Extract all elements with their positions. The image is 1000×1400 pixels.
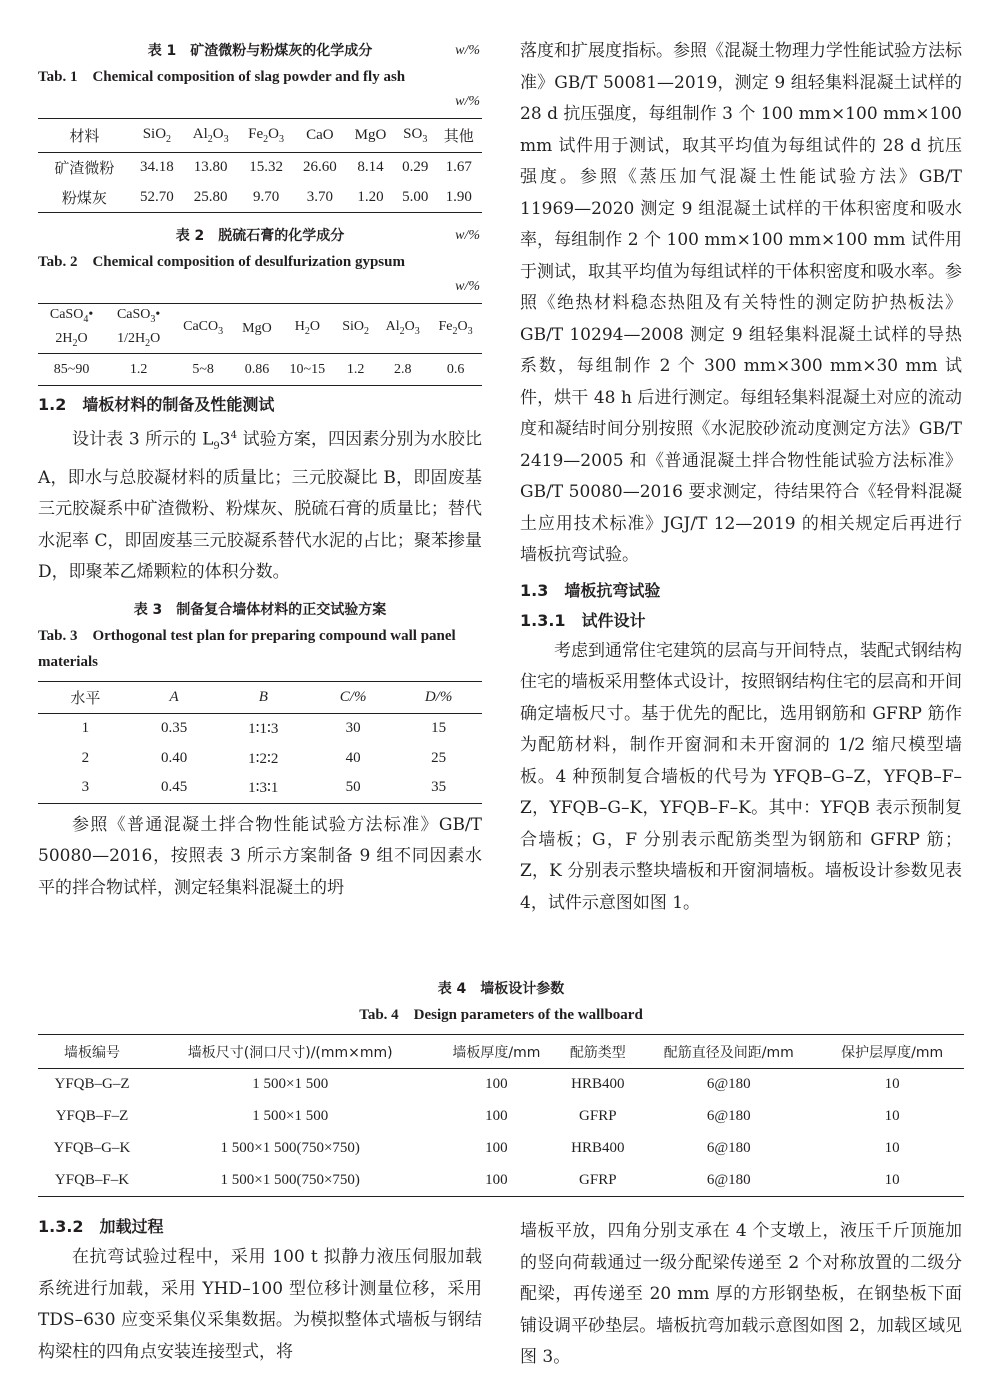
table-cell: 1.2	[346, 361, 365, 377]
table-cell: 6@180	[706, 1076, 751, 1093]
table-row	[38, 354, 482, 386]
table-cell: 8.14	[357, 159, 384, 176]
table-cell: 1.90	[445, 188, 472, 205]
table-cell: 1 500×1 500	[252, 1076, 329, 1093]
table-cell: 1.67	[445, 159, 472, 176]
table-cell: 1	[81, 719, 90, 736]
table3-header: C/%	[311, 681, 395, 713]
table2-header: CaSO$_4$• $2H_2O$	[38, 304, 105, 354]
table-cell: 5.00	[402, 188, 429, 205]
section-heading-1-2: 1.2 墙板材料的制备及性能测试	[38, 395, 275, 414]
paragraph-subscript: 9	[213, 441, 220, 453]
table4-header: 墙板厚度/mm	[434, 1035, 558, 1069]
table-cell: 35	[431, 779, 447, 796]
table-cell: 6@180	[706, 1140, 751, 1156]
table1	[38, 118, 482, 213]
table-cell: 40	[345, 749, 361, 766]
table-cell: 1.20	[357, 188, 384, 205]
table-cell: 2	[81, 749, 90, 766]
table-cell: 2.8	[393, 361, 412, 377]
table-cell: 3.70	[306, 188, 334, 205]
table-cell: 矿渣微粉	[54, 159, 115, 178]
table-cell: 26.60	[303, 159, 337, 176]
table3	[38, 681, 482, 804]
table1-header: 其他	[436, 119, 482, 153]
table-cell: 0.45	[160, 779, 188, 796]
table4	[38, 1034, 964, 1197]
table4-header: 墙板编号	[38, 1035, 146, 1069]
table3-caption-en: Tab. 3 Orthogonal test plan for preparing compound wall panel materials	[38, 627, 456, 670]
table3-header: B	[215, 681, 311, 713]
table-cell: 3	[81, 779, 90, 796]
table-cell: 1 500×1 500(750×750)	[220, 1171, 360, 1188]
table1-header: $Al_2O_3$	[183, 119, 238, 153]
table-cell: 10~15	[289, 361, 326, 377]
table-cell: 100	[485, 1171, 508, 1188]
table2-header: $Al_2O_3$	[376, 304, 429, 354]
table2-header: $H_2O$	[280, 304, 335, 354]
table2-caption-cn-text: 表 2 脱硫石膏的化学成分	[175, 228, 345, 244]
table-cell: 10	[884, 1108, 900, 1124]
table-cell: YFQB–G–Z	[54, 1076, 130, 1093]
table1-unit: w/%	[455, 94, 480, 109]
table-row	[38, 713, 482, 743]
table-cell: 13.80	[193, 159, 228, 176]
left-column	[38, 38, 482, 904]
table2-header: SiO$_2$	[335, 304, 376, 354]
table-row	[38, 1133, 964, 1165]
table2-header: CaSO$_3$• $1/2H_2O$	[105, 304, 172, 354]
table-cell: 0.29	[402, 159, 429, 176]
table-cell: 50	[345, 779, 361, 796]
table-cell: 15	[431, 719, 447, 736]
table-cell: YFQB–F–K	[54, 1171, 130, 1188]
section-1-3-2-right-paragraph: 墙板平放，四角分别支承在 4 个支墩上，液压千斤顶施加的竖向荷载通过一级分配梁传递至 2 个对称放置的二级分配梁，再传递至 20 mm 厚的方形钢垫板，在钢垫板下面铺设调平砂垫层。墙板抗弯加载示意图如图 2，加载区域见图 3。	[520, 1221, 962, 1367]
table-cell: 25	[431, 749, 447, 766]
table4-header: 配筋直径及间距/mm	[637, 1035, 820, 1069]
left-bottom-paragraph: 参照《普通混凝土拌合物性能试验方法标准》GB/T 50080—2016，按照表 3 所示方案制备 9 组不同因素水平的拌合物试样，测定轻集料混凝土的坍	[38, 814, 482, 898]
table3-header: D/%	[395, 681, 482, 713]
table1-header: $Fe_2O_3$	[238, 119, 293, 153]
section-heading-1-3-1: 1.3.1 试件设计	[520, 610, 646, 630]
table-cell: 1 500×1 500(750×750)	[220, 1140, 360, 1156]
table-cell: 9.70	[252, 188, 280, 205]
table-cell: 0.86	[244, 361, 270, 377]
table-cell: 0.6	[446, 361, 465, 377]
right-top-paragraph: 落度和扩展度指标。参照《混凝土物理力学性能试验方法标准》GB/T 50081—2019，测定 9 组轻集料混凝土试样的 28 d 抗压强度，每组制作 3 个 100 mm×100 mm×100 mm 试件用于测试，取其平均值为每组试件的 28 d 抗压强度。参照《蒸压加气混凝土性能试验方法》GB/T 11969—2020 测定 9 组混凝土试样的干体积密度和吸水率，每组制作 2 个 100 mm×100 mm×100 mm 试件用于测试，取其平均值为每组试样的干体积密度和吸水率。参照《绝热材料稳态热阻及有关特性的测定防护热板法》GB/T 10294—2008 测定 9 组轻集料混凝土试样的导热系数，每组制作 2 个 300 mm×300 mm×30 mm 试件，烘干 48 h 后进行测定。每组轻集料混凝土对应的流动度和凝结时间分别按照《水泥胶砂流动度测定方法》GB/T 2419—2005 和《普通混凝土拌合物性能试验方法标准》GB/T 50080—2016 要求测定，待结果符合《轻骨料混凝土应用技术标准》JGJ/T 12—2019 的相关规定后再进行墙板抗弯试验。	[520, 41, 962, 565]
table-cell: 6@180	[706, 1171, 751, 1188]
paragraph-text: 试验方案，四因素分别为水胶比 A，即水与总胶凝材料的质量比；三元胶凝比 B，即固废基三元胶凝系中矿渣微粉、粉煤灰、脱硫石膏的质量比；替代水泥率 C，即固废基三元胶凝系替代水泥的占比；聚苯掺量 D，即聚苯乙烯颗粒的体积分数。	[38, 429, 482, 583]
section-1-3-2-left-paragraph: 在抗弯试验过程中，采用 100 t 拟静力液压伺服加载系统进行加载，采用 YHD–100 型位移计测量位移，采用 TDS–630 应变采集仪采集数据。为模拟整体式墙板与钢结构梁柱的四角点安装连接型式，将	[38, 1247, 482, 1362]
table-cell: HRB400	[571, 1076, 625, 1093]
table-row	[38, 1101, 964, 1133]
table-cell: 10	[884, 1140, 900, 1156]
section-1-3-1-paragraph: 考虑到通常住宅建筑的层高与开间特点，装配式钢结构住宅的墙板采用整体式设计，按照钢结构住宅的层高和开间确定墙板尺寸。基于优先的配比，选用钢筋和 GFRP 筋作为配筋材料，制作开窗洞和未开窗洞的 1/2 缩尺模型墙板。4 种预制复合墙板的代号为 YFQB–G–Z，YFQB–F–Z，YFQB–G–K，YFQB–F–K。其中：YFQB 表示预制复合墙板；G，F 分别表示配筋类型为钢筋和 GFRP 筋；Z，K 分别表示整块墙板和开窗洞墙板。墙板设计参数见表 4，试件示意图如图 1。	[520, 640, 962, 913]
table1-header: CaO	[294, 119, 346, 153]
table4-caption-en: Tab. 4 Design parameters of the wallboard	[359, 1007, 643, 1023]
table4-block	[38, 976, 964, 1197]
table1-caption-cn	[38, 38, 482, 64]
table-cell: 100	[485, 1076, 508, 1093]
section-heading-1-3-2: 1.3.2 加载过程	[38, 1217, 164, 1236]
table-cell: 52.70	[140, 188, 174, 205]
table-cell: 粉煤灰	[61, 188, 107, 207]
section-1-2-paragraph	[38, 420, 482, 589]
table2-unit-top: w/%	[455, 228, 480, 243]
table-cell: GFRP	[579, 1108, 617, 1124]
table1-header: SiO$_2$	[131, 119, 183, 153]
table2	[38, 303, 482, 386]
table-row	[38, 743, 482, 773]
table2-caption-en: Tab. 2 Chemical composition of desulfurization gypsum	[38, 254, 405, 270]
table2-header: $Fe_2O_3$	[429, 304, 482, 354]
table2-header: CaCO$_3$	[172, 304, 234, 354]
table-cell: 6@180	[706, 1108, 751, 1124]
table4-caption-cn: 表 4 墙板设计参数	[437, 981, 565, 997]
table-row	[38, 183, 482, 213]
table4-header: 墙板尺寸(洞口尺寸)/(mm×mm)	[146, 1035, 434, 1069]
table1-header: MgO	[346, 119, 395, 153]
table-cell: 1∶3∶1	[248, 780, 279, 797]
bottom-left-column	[38, 1212, 482, 1368]
section-heading-1-3: 1.3 墙板抗弯试验	[520, 580, 661, 600]
paragraph-text: 3	[219, 429, 231, 450]
table2-header: MgO	[234, 304, 280, 354]
table-cell: 0.35	[160, 719, 188, 736]
table-row	[38, 1069, 964, 1101]
table-row	[38, 153, 482, 183]
table-cell: 15.32	[249, 159, 283, 176]
table-cell: GFRP	[579, 1171, 617, 1188]
table-cell: 0.40	[160, 749, 188, 766]
table-cell: 25.80	[193, 188, 228, 205]
table-cell: 100	[485, 1140, 508, 1156]
table-cell: HRB400	[571, 1140, 625, 1156]
table-cell: 1∶2∶2	[248, 750, 279, 767]
table1-header: $SO_3$	[395, 119, 436, 153]
paragraph-superscript: 4	[230, 430, 237, 441]
table-cell: 34.18	[140, 159, 174, 176]
table4-header: 保护层厚度/mm	[820, 1035, 964, 1069]
table-row	[38, 1165, 964, 1197]
table4-header: 配筋类型	[558, 1035, 637, 1069]
table-cell: 1∶1∶3	[248, 720, 279, 737]
table-cell: 85~90	[53, 361, 90, 377]
table-cell: 30	[345, 719, 361, 736]
table-cell: 100	[485, 1108, 508, 1124]
table3-header: A	[133, 681, 216, 713]
table-row	[38, 773, 482, 803]
table1-caption-en: Tab. 1 Chemical composition of slag powder and fly ash	[38, 69, 406, 85]
table-cell: YFQB–F–Z	[55, 1108, 129, 1124]
table2-caption-cn	[38, 223, 482, 249]
table3-header: 水平	[38, 681, 133, 713]
table1-header: 材料	[38, 119, 131, 153]
table-cell: 10	[884, 1076, 900, 1093]
table1-caption-cn-text: 表 1 矿渣微粉与粉煤灰的化学成分	[147, 43, 373, 59]
table-cell: 5~8	[192, 361, 214, 377]
table2-unit: w/%	[455, 279, 480, 294]
table3-caption-cn: 表 3 制备复合墙体材料的正交试验方案	[133, 601, 387, 618]
right-column	[520, 36, 962, 919]
paragraph-text: 设计表 3 所示的 L	[72, 429, 214, 450]
table-cell: 1.2	[129, 361, 148, 377]
table-cell: YFQB–G–K	[53, 1140, 131, 1156]
bottom-right-column	[520, 1216, 962, 1374]
table-cell: 10	[884, 1171, 900, 1188]
table1-unit-top: w/%	[455, 43, 480, 58]
table-cell: 1 500×1 500	[252, 1108, 329, 1124]
